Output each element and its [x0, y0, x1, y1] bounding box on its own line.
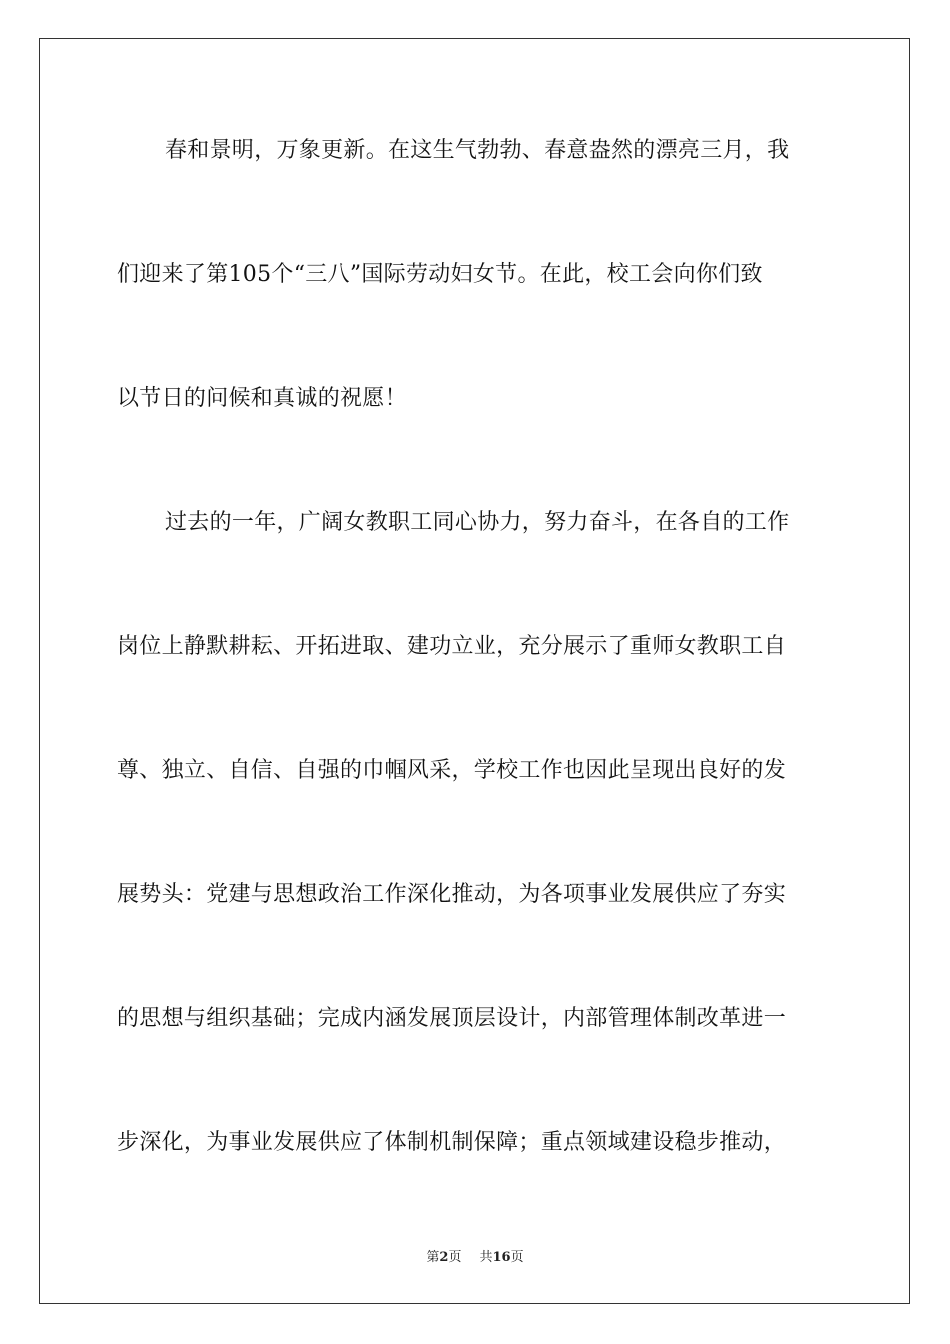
total-pages: 16: [492, 1250, 511, 1265]
paragraph-2-line-6: 步深化，为事业发展供应了体制机制保障；重点领域建设稳步推动，: [117, 1130, 787, 1155]
paragraph-1-line-2: 们迎来了第105个“三八”国际劳动妇女节。在此，校工会向你们致: [117, 262, 763, 287]
page-footer: [0, 1250, 950, 1266]
page-border: [39, 38, 910, 1304]
paragraph-2-line-4: 展势头：党建与思想政治工作深化推动，为各项事业发展供应了夯实: [117, 882, 787, 907]
paragraph-2-line-5: 的思想与组织基础；完成内涵发展顶层设计，内部管理体制改革进一: [117, 1006, 787, 1031]
page-suffix: 页: [448, 1250, 462, 1265]
paragraph-2-line-1: 过去的一年，广阔女教职工同心协力，努力奋斗，在各自的工作: [165, 510, 790, 535]
total-suffix: 页: [510, 1250, 524, 1265]
paragraph-1-line-1: 春和景明，万象更新。在这生气勃勃、春意盎然的漂亮三月，我: [165, 138, 790, 163]
page-number: 2: [439, 1250, 449, 1265]
page-prefix: 第: [426, 1250, 440, 1265]
paragraph-1-line-3: 以节日的问候和真诚的祝愿！: [117, 386, 407, 411]
paragraph-2-line-3: 尊、独立、自信、自强的巾帼风采，学校工作也因此呈现出良好的发: [117, 758, 787, 783]
total-prefix: 共: [479, 1250, 493, 1265]
paragraph-2-line-2: 岗位上静默耕耘、开拓进取、建功立业，充分展示了重师女教职工自: [117, 634, 787, 659]
